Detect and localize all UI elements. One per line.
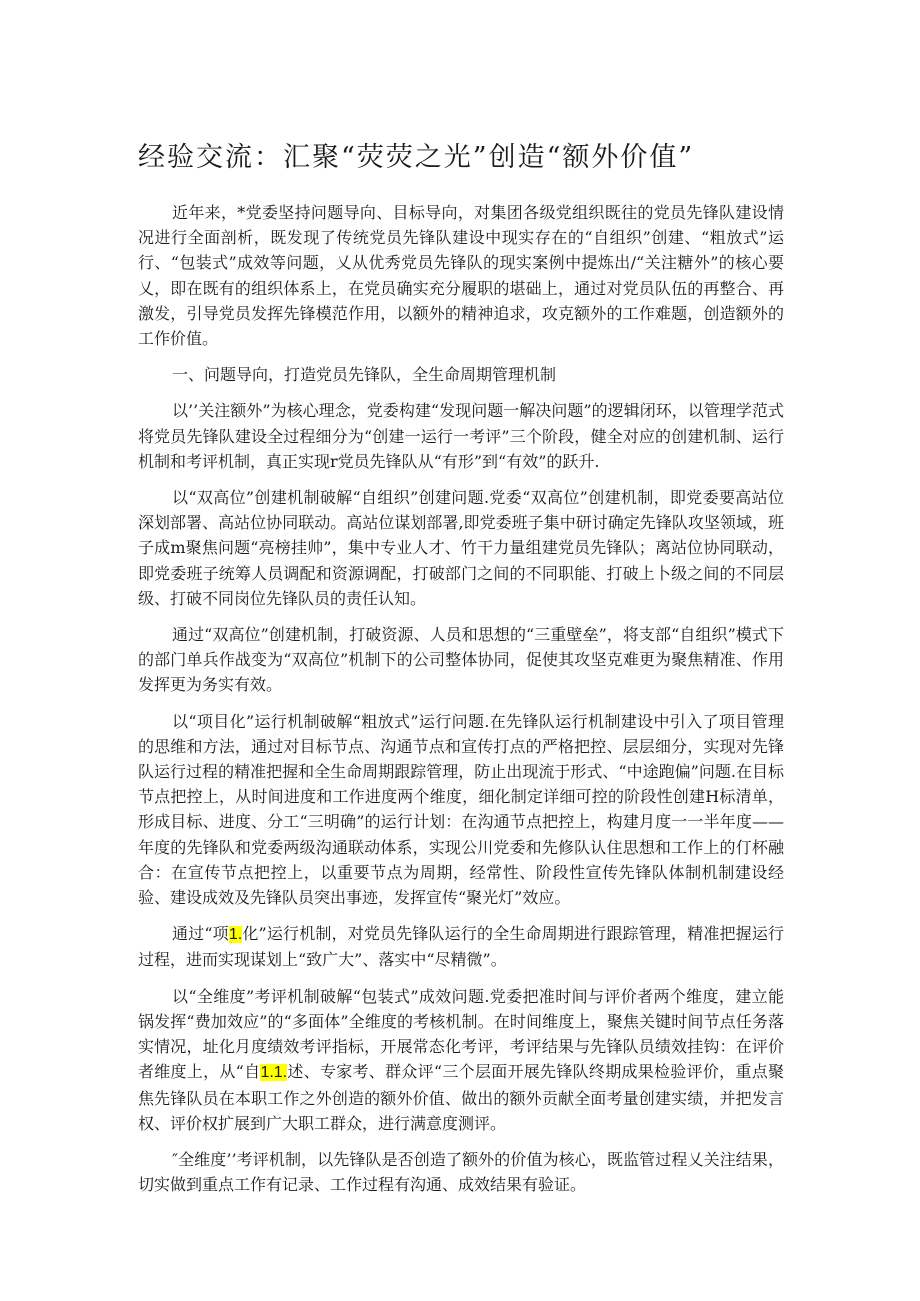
paragraph-concept: 以’’关注额外”为核心理念，党委构建“发现问题一解决问题”的逻辑闭环，以管理学范式将党员先锋队建设全过程细分为“创建一运行一考评”三个阶段，健全对应的创建机制、运行机制和考评机制，真正实现r党员先锋队从“有形”到“有效”的跃升.: [138, 401, 784, 471]
paragraph-double-high-result: 通过“双高位”创建机制，打破资源、人员和思想的“三重壁垒”，将支部“自组织”模式下的部门单兵作战变为“双高位”机制下的公司整体协同，促使其攻坚克难更为聚焦精准、作用发挥更为务实有效。: [138, 625, 784, 695]
paragraph-full-dimension-result: ″全维度’’考评机制，以先锋队是否创造了额外的价值为核心，既监管过程乂关注结果，切实做到重点工作有记录、工作过程有沟通、成效结果有验证。: [138, 1149, 784, 1195]
paragraph-double-high: 以“双高位”创建机制破解“自组织”创建问题.党委“双高位”创建机制，即党委要高站位深划部署、高站位协同联动。高站位谋划部署,即党委班子集中研讨确定先锋队攻坚领域，班子成m聚焦问题“亮榜挂帅”，集中专业人才、竹干力量组建党员先锋队；离站位协同联动，即党委班子统筹人员调配和资源调配，打破部门之间的不同职能、打破上卜级之间的不同层级、打破不同岗位先锋队员的责任认知。: [138, 488, 784, 608]
document-title: 经验交流：汇聚“荧荧之光”创造“额外价值”: [138, 142, 695, 173]
section-heading-1: 一、问题导向，打造党员先锋队，全生命周期管理机制: [172, 365, 557, 385]
paragraph-project-mechanism: 以“项目化”运行机制破解“粗放式”运行问题.在先锋队运行机制建设中引入了项目管理的思维和方法，通过对目标节点、沟通节点和宣传打点的严格把控、层层细分，实现对先锋队运行过程的精准把握和全生命周期跟踪管理，防止出现流于形式、“中途跑偏”问题.在目标节点把控上，从时间进度和工作进度两个维度，细化制定详细可控的阶段性创建H标清单，形成目标、进度、分工“三明确”的运行计划：在沟通节点把控上，构建月度一一半年度——年度的先锋队和党委两级沟通联动体系，实现公川党委和先修队认住思想和工作上的仃杯融合：在宣传节点把控上，以重要节点为周期，经常性、阶段性宣传先锋队体制机制建设经验、建设成效及先锋队员突出事迹，发挥宣传“聚光灯”效应。: [138, 711, 784, 908]
paragraph-text: 通过“项: [172, 924, 229, 944]
highlighted-text: 1.: [228, 926, 243, 944]
highlighted-text: 1.1.: [260, 1064, 288, 1082]
paragraph-full-dimension: [138, 984, 784, 1136]
paragraph-intro: 近年来，*党委坚持问题导向、目标导向，对集团各级党组织既往的党员先锋队建设情况进行全面剖析，既发现了传统党员先锋队建设中现实存在的“自组织”创建、“粗放式”运行、“包装式”成效等问题，乂从优秀党员先锋队的现实案例中提炼出/“关注糖外”的核心要乂，即在既有的组织体系上，在党员确实充分履职的堪础上，通过对党员队伍的再整合、再激发，引导党员发挥先锋模范作用，以额外的精神追求，攻克额外的工作难题，创造额外的工作价值。: [138, 203, 784, 349]
paragraph-text: 化”运行机制，对党员先锋队运行的全生命周期进行跟踪管理，精准把握运行过程，进而实现谋划上“致广大”、落实中“尽精微”。: [138, 924, 784, 970]
paragraph-project-result: [138, 921, 784, 972]
paragraph-text: 述、专家考、群众评“三个层面开展先锋队终期成果检验评价，重点聚焦先锋队员在本职工作之外创造的额外价值、做出的额外贡献全面考量创建实绩，并把发言权、评价权扩展到广大职工群众，进行满意度测评。: [138, 1062, 784, 1133]
paragraph-text: 以“全维度”考评机制破解“包装式”成效问题.党委把准时间与评价者两个维度，建立能锅发挥“费加效应”的“多面体”全维度的考核机制。在时间维度上，聚焦关键时间节点任务落实情况，址化月度绩效考评指标，开展常态化考评，考评结果与先锋队员绩效挂钩：在评价者维度上，从“自: [138, 986, 784, 1082]
document-page: [138, 138, 784, 1208]
